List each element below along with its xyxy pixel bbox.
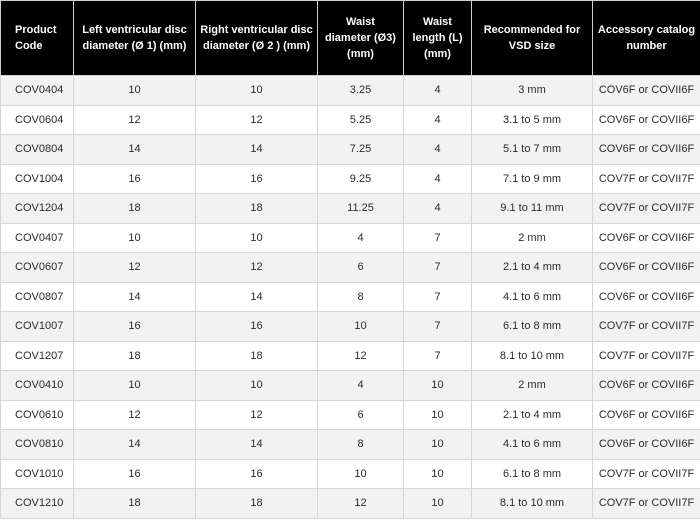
product-code-cell: COV0807 [1,282,74,312]
product-code-cell: COV0404 [1,76,74,106]
left-disc-cell: 18 [74,489,196,519]
table-row [1,194,700,224]
header-right-disc-diameter: Right ventricular disc diameter (Ø 2 ) (mm) [196,1,318,76]
waist-diameter-cell: 6 [318,400,404,430]
product-code-cell: COV0410 [1,371,74,401]
vsd-size-cell: 9.1 to 11 mm [472,194,593,224]
waist-length-cell: 10 [404,459,472,489]
waist-diameter-cell: 11.25 [318,194,404,224]
table-row [1,430,700,460]
waist-length-cell: 7 [404,253,472,283]
accessory-cell: COV6F or COVII6F [593,400,700,430]
vsd-size-cell: 5.1 to 7 mm [472,135,593,165]
vsd-size-cell: 2 mm [472,223,593,253]
waist-length-cell: 10 [404,430,472,460]
waist-diameter-cell: 6 [318,253,404,283]
table-row [1,105,700,135]
left-disc-cell: 10 [74,371,196,401]
accessory-cell: COV6F or COVII6F [593,76,700,106]
left-disc-cell: 12 [74,105,196,135]
table-row [1,76,700,106]
left-disc-cell: 12 [74,400,196,430]
table-row [1,164,700,194]
waist-length-cell: 10 [404,371,472,401]
waist-diameter-cell: 4 [318,371,404,401]
table-row [1,489,700,519]
accessory-cell: COV6F or COVII6F [593,253,700,283]
product-code-cell: COV0804 [1,135,74,165]
waist-diameter-cell: 5.25 [318,105,404,135]
accessory-cell: COV6F or COVII6F [593,223,700,253]
right-disc-cell: 14 [196,135,318,165]
right-disc-cell: 18 [196,194,318,224]
vsd-size-cell: 2.1 to 4 mm [472,253,593,283]
left-disc-cell: 14 [74,282,196,312]
product-code-cell: COV0610 [1,400,74,430]
waist-diameter-cell: 10 [318,312,404,342]
vsd-size-cell: 6.1 to 8 mm [472,459,593,489]
accessory-cell: COV6F or COVII6F [593,371,700,401]
product-code-cell: COV1204 [1,194,74,224]
waist-length-cell: 4 [404,105,472,135]
table-row [1,135,700,165]
left-disc-cell: 16 [74,459,196,489]
accessory-cell: COV6F or COVII6F [593,105,700,135]
waist-diameter-cell: 8 [318,282,404,312]
vsd-size-cell: 2.1 to 4 mm [472,400,593,430]
vsd-size-cell: 4.1 to 6 mm [472,282,593,312]
header-waist-diameter: Waist diameter (Ø3) (mm) [318,1,404,76]
table-row [1,400,700,430]
waist-diameter-cell: 4 [318,223,404,253]
product-code-cell: COV1010 [1,459,74,489]
left-disc-cell: 18 [74,341,196,371]
right-disc-cell: 10 [196,223,318,253]
waist-diameter-cell: 12 [318,489,404,519]
waist-length-cell: 4 [404,164,472,194]
waist-diameter-cell: 3.25 [318,76,404,106]
accessory-cell: COV7F or COVII7F [593,194,700,224]
vsd-size-cell: 3.1 to 5 mm [472,105,593,135]
right-disc-cell: 16 [196,459,318,489]
vsd-size-cell: 6.1 to 8 mm [472,312,593,342]
left-disc-cell: 14 [74,430,196,460]
left-disc-cell: 10 [74,223,196,253]
waist-length-cell: 4 [404,76,472,106]
table-row [1,371,700,401]
table-row [1,223,700,253]
waist-diameter-cell: 10 [318,459,404,489]
vsd-size-cell: 2 mm [472,371,593,401]
right-disc-cell: 10 [196,371,318,401]
vsd-size-cell: 8.1 to 10 mm [472,341,593,371]
accessory-cell: COV6F or COVII6F [593,282,700,312]
product-code-cell: COV0810 [1,430,74,460]
header-product-code: Product Code [1,1,74,76]
left-disc-cell: 10 [74,76,196,106]
header-vsd-size: Recommended for VSD size [472,1,593,76]
accessory-cell: COV7F or COVII7F [593,459,700,489]
waist-length-cell: 7 [404,223,472,253]
left-disc-cell: 12 [74,253,196,283]
left-disc-cell: 18 [74,194,196,224]
right-disc-cell: 18 [196,489,318,519]
table-row [1,253,700,283]
right-disc-cell: 12 [196,253,318,283]
accessory-cell: COV7F or COVII7F [593,489,700,519]
left-disc-cell: 16 [74,312,196,342]
product-code-cell: COV1207 [1,341,74,371]
left-disc-cell: 14 [74,135,196,165]
table-row [1,341,700,371]
accessory-cell: COV6F or COVII6F [593,430,700,460]
right-disc-cell: 14 [196,430,318,460]
header-row [1,1,700,76]
waist-length-cell: 7 [404,282,472,312]
accessory-cell: COV7F or COVII7F [593,341,700,371]
waist-diameter-cell: 9.25 [318,164,404,194]
waist-length-cell: 4 [404,194,472,224]
left-disc-cell: 16 [74,164,196,194]
waist-length-cell: 7 [404,341,472,371]
waist-length-cell: 10 [404,400,472,430]
table-row [1,459,700,489]
vsd-size-cell: 7.1 to 9 mm [472,164,593,194]
waist-length-cell: 7 [404,312,472,342]
right-disc-cell: 12 [196,105,318,135]
header-waist-length: Waist length (L) (mm) [404,1,472,76]
waist-diameter-cell: 8 [318,430,404,460]
right-disc-cell: 14 [196,282,318,312]
right-disc-cell: 16 [196,164,318,194]
right-disc-cell: 10 [196,76,318,106]
vsd-size-cell: 3 mm [472,76,593,106]
vsd-size-cell: 8.1 to 10 mm [472,489,593,519]
header-accessory-catalog: Accessory catalog number [593,1,700,76]
product-code-cell: COV0607 [1,253,74,283]
header-left-disc-diameter: Left ventricular disc diameter (Ø 1) (mm) [74,1,196,76]
waist-length-cell: 10 [404,489,472,519]
table-row [1,312,700,342]
accessory-cell: COV7F or COVII7F [593,312,700,342]
product-code-cell: COV1007 [1,312,74,342]
table-row [1,282,700,312]
product-code-cell: COV0604 [1,105,74,135]
right-disc-cell: 16 [196,312,318,342]
table-body [1,76,700,519]
right-disc-cell: 12 [196,400,318,430]
right-disc-cell: 18 [196,341,318,371]
product-code-cell: COV0407 [1,223,74,253]
waist-diameter-cell: 12 [318,341,404,371]
waist-diameter-cell: 7.25 [318,135,404,165]
accessory-cell: COV6F or COVII6F [593,135,700,165]
accessory-cell: COV7F or COVII7F [593,164,700,194]
waist-length-cell: 4 [404,135,472,165]
product-code-cell: COV1210 [1,489,74,519]
product-code-cell: COV1004 [1,164,74,194]
vsd-size-cell: 4.1 to 6 mm [472,430,593,460]
